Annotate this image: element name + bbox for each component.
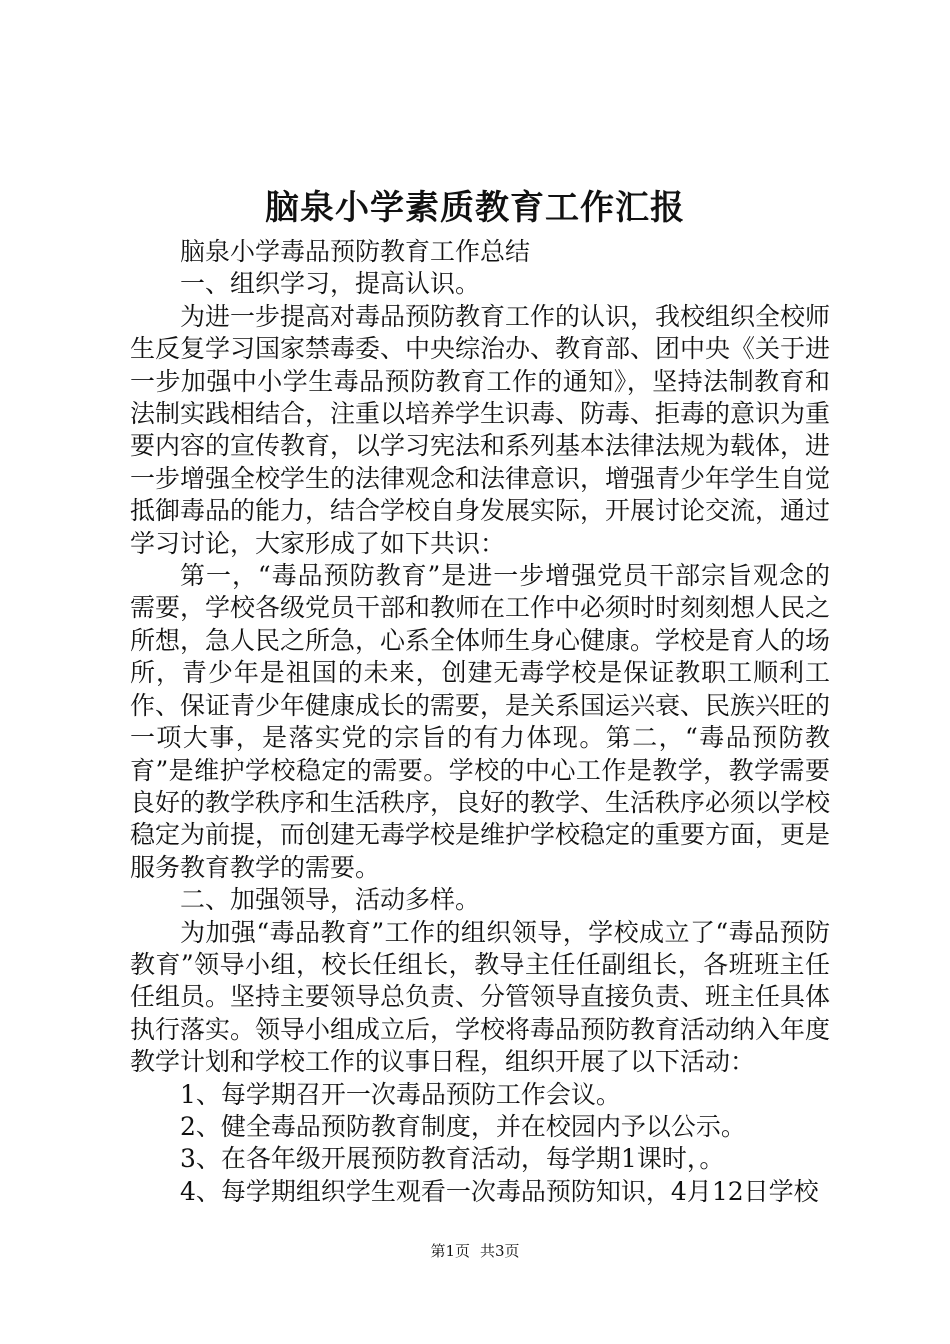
- body-paragraph: 第一，“毒品预防教育”是进一步增强党员干部宗旨观念的需要，学校各级党员干部和教师在工作中必须时时刻刻想人民之所想，急人民之所急，心系全体师生身心健康。学校是育人的场所，青少年是祖国的未来，创建无毒学校是保证教职工顺利工作、保证青少年健康成长的需要，是关系国运兴衰、民族兴旺的一项大事，是落实党的宗旨的有力体现。第二，“毒品预防教育”是维护学校稳定的需要。学校的中心工作是教学，教学需要良好的教学秩序和生活秩序，良好的教学、生活秩序必须以学校稳定为前提，而创建无毒学校是维护学校稳定的重要方面，更是服务教育教学的需要。: [130, 561, 831, 882]
- body-paragraph: 为进一步提高对毒品预防教育工作的认识，我校组织全校师生反复学习国家禁毒委、中央综治办、教育部、团中央《关于进一步加强中小学生毒品预防教育工作的通知》，坚持法制教育和法制实践相结合，注重以培养学生识毒、防毒、拒毒的意识为重要内容的宣传教育，以学习宪法和系列基本法律法规为载体，进一步增强全校学生的法律观念和法律意识，增强青少年学生自觉抵御毒品的能力，结合学校自身发展实际，开展讨论交流，通过学习讨论，大家形成了如下共识：: [130, 301, 831, 558]
- subtitle-paragraph: 脑泉小学毒品预防教育工作总结: [180, 237, 531, 266]
- body-paragraph: 为加强“毒品教育”工作的组织领导，学校成立了“毒品预防教育”领导小组，校长任组长，教导主任任副组长，各班班主任任组员。坚持主要领导总负责、分管领导直接负责、班主任具体执行落实。领导小组成立后，学校将毒品预防教育活动纳入年度教学计划和学校工作的议事日程，组织开展了以下活动：: [130, 917, 831, 1077]
- document-title: 脑泉小学素质教育工作汇报: [265, 188, 685, 228]
- section-heading-2: 二、加强领导，活动多样。: [180, 885, 481, 915]
- page-footer: [0, 1240, 950, 1262]
- list-item: 1、每学期召开一次毒品预防工作会议。: [180, 1079, 621, 1109]
- list-item: 3、在各年级开展预防教育活动，每学期1课时，。: [180, 1144, 725, 1174]
- page-number: 第1页: [430, 1242, 470, 1260]
- list-item: 2、健全毒品预防教育制度，并在校园内予以公示。: [180, 1111, 746, 1141]
- document-body: [130, 236, 830, 1208]
- page-total: 共3页: [480, 1242, 520, 1260]
- section-heading-1: 一、组织学习，提高认识。: [180, 269, 481, 299]
- list-item: 4、每学期组织学生观看一次毒品预防知识，4月12日学校: [180, 1176, 819, 1206]
